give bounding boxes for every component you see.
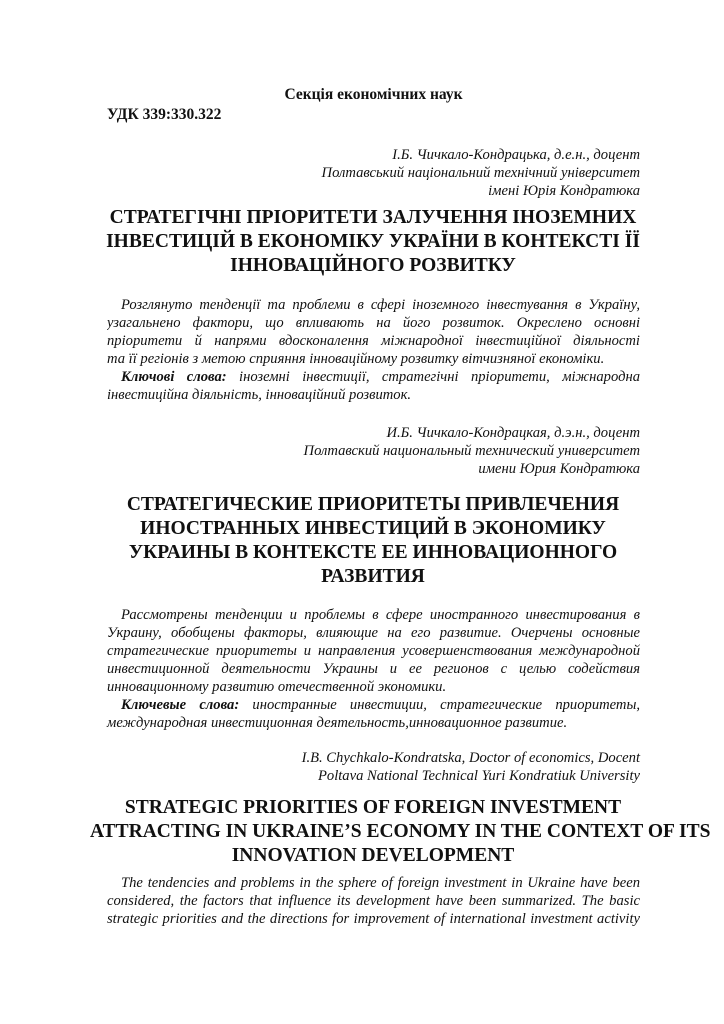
ru-title-line: СТРАТЕГИЧЕСКИЕ ПРИОРИТЕТЫ ПРИВЛЕЧЕНИЯ xyxy=(126,494,620,515)
en-title-line: INNOVATION DEVELOPMENT xyxy=(231,845,515,866)
ru-keywords-line xyxy=(107,696,640,714)
ru-author-line: имени Юрия Кондратюка xyxy=(478,461,640,477)
udk-code: УДК 339:330.322 xyxy=(107,106,222,123)
ru-title-line: РАЗВИТИЯ xyxy=(321,566,425,587)
ua-author-line: І.Б. Чичкало-Кондрацька, д.е.н., доцент xyxy=(392,147,640,163)
ru-title-line: ИНОСТРАННЫХ ИНВЕСТИЦИЙ В ЭКОНОМИКУ xyxy=(140,518,606,539)
ru-author-line: Полтавский национальный технический университет xyxy=(303,443,640,459)
section-heading: Секція економічних наук xyxy=(284,86,463,103)
ua-keywords-line: інвестиційна діяльність, інноваційний розвиток. xyxy=(107,387,412,403)
en-abstract-line: strategic priorities and the directions for improvement of international investment activity xyxy=(107,911,640,927)
ua-title-line: СТРАТЕГІЧНІ ПРІОРИТЕТИ ЗАЛУЧЕННЯ ІНОЗЕМНИХ xyxy=(109,207,637,228)
en-title-line: ATTRACTING IN UKRAINE’S ECONOMY IN THE CONTEXT OF ITS xyxy=(90,821,711,842)
ru-abstract-line: Рассмотрены тенденции и проблемы в сфере иностранного инвестирования в xyxy=(121,607,640,623)
keywords-label: Ключові слова: xyxy=(121,369,227,385)
ua-author-line: Полтавський національний технічний університет xyxy=(321,165,640,181)
ua-abstract-line: узагальнено фактори, що впливають на його розвиток. Окреслено основні xyxy=(107,315,640,331)
keywords-label: Ключевые слова: xyxy=(121,697,240,713)
en-title-line: STRATEGIC PRIORITIES OF FOREIGN INVESTMENT xyxy=(124,797,622,818)
ru-abstract-line: стратегические приоритеты и направления усовершенствования международной xyxy=(107,643,640,659)
ua-title-line: ІННОВАЦІЙНОГО РОЗВИТКУ xyxy=(230,255,516,276)
ua-abstract-line: Розглянуто тенденції та проблеми в сфері іноземного інвестування в Україну, xyxy=(121,297,640,313)
keywords-text: іноземні інвестиції, стратегічні пріоритети, міжнародна xyxy=(239,369,640,385)
ua-keywords-line xyxy=(107,368,640,386)
ru-abstract-line: инвестиционной деятельности Украины и ее регионов с целью содействия xyxy=(107,661,640,677)
ru-abstract-line: Украину, обобщены факторы, влияющие на его развитие. Очерчены основные xyxy=(107,625,640,641)
ua-abstract-line: та її регіонів з метою сприяння інноваційному розвитку вітчизняної економіки. xyxy=(107,351,605,367)
en-author-line: Poltava National Technical Yuri Kondratiuk University xyxy=(317,768,640,784)
ru-author-line: И.Б. Чичкало-Кондрацкая, д.э.н., доцент xyxy=(386,425,640,441)
en-abstract-line: considered, the factors that influence its development have been summarized. The basic xyxy=(107,893,640,909)
keywords-text: иностранные инвестиции, стратегические приоритеты, xyxy=(252,697,640,713)
ua-abstract-line: пріоритети й напрями вдосконалення міжнародної інвестиційної діяльності xyxy=(107,333,640,349)
ua-author-line: імені Юрія Кондратюка xyxy=(488,183,640,199)
ua-title-line: ІНВЕСТИЦІЙ В ЕКОНОМІКУ УКРАЇНИ В КОНТЕКСТІ ЇЇ xyxy=(106,231,640,252)
ru-keywords-line: международная инвестиционная деятельность,инновационное развитие. xyxy=(107,715,568,731)
ru-abstract-line: инновационному развитию отечественной экономики. xyxy=(107,679,447,695)
en-author-line: I.B. Chychkalo-Kondratska, Doctor of economics, Docent xyxy=(301,750,640,766)
en-abstract-line: The tendencies and problems in the sphere of foreign investment in Ukraine have been xyxy=(121,875,640,891)
ru-title-line: УКРАИНЫ В КОНТЕКСТЕ ЕЕ ИННОВАЦИОННОГО xyxy=(128,542,618,563)
